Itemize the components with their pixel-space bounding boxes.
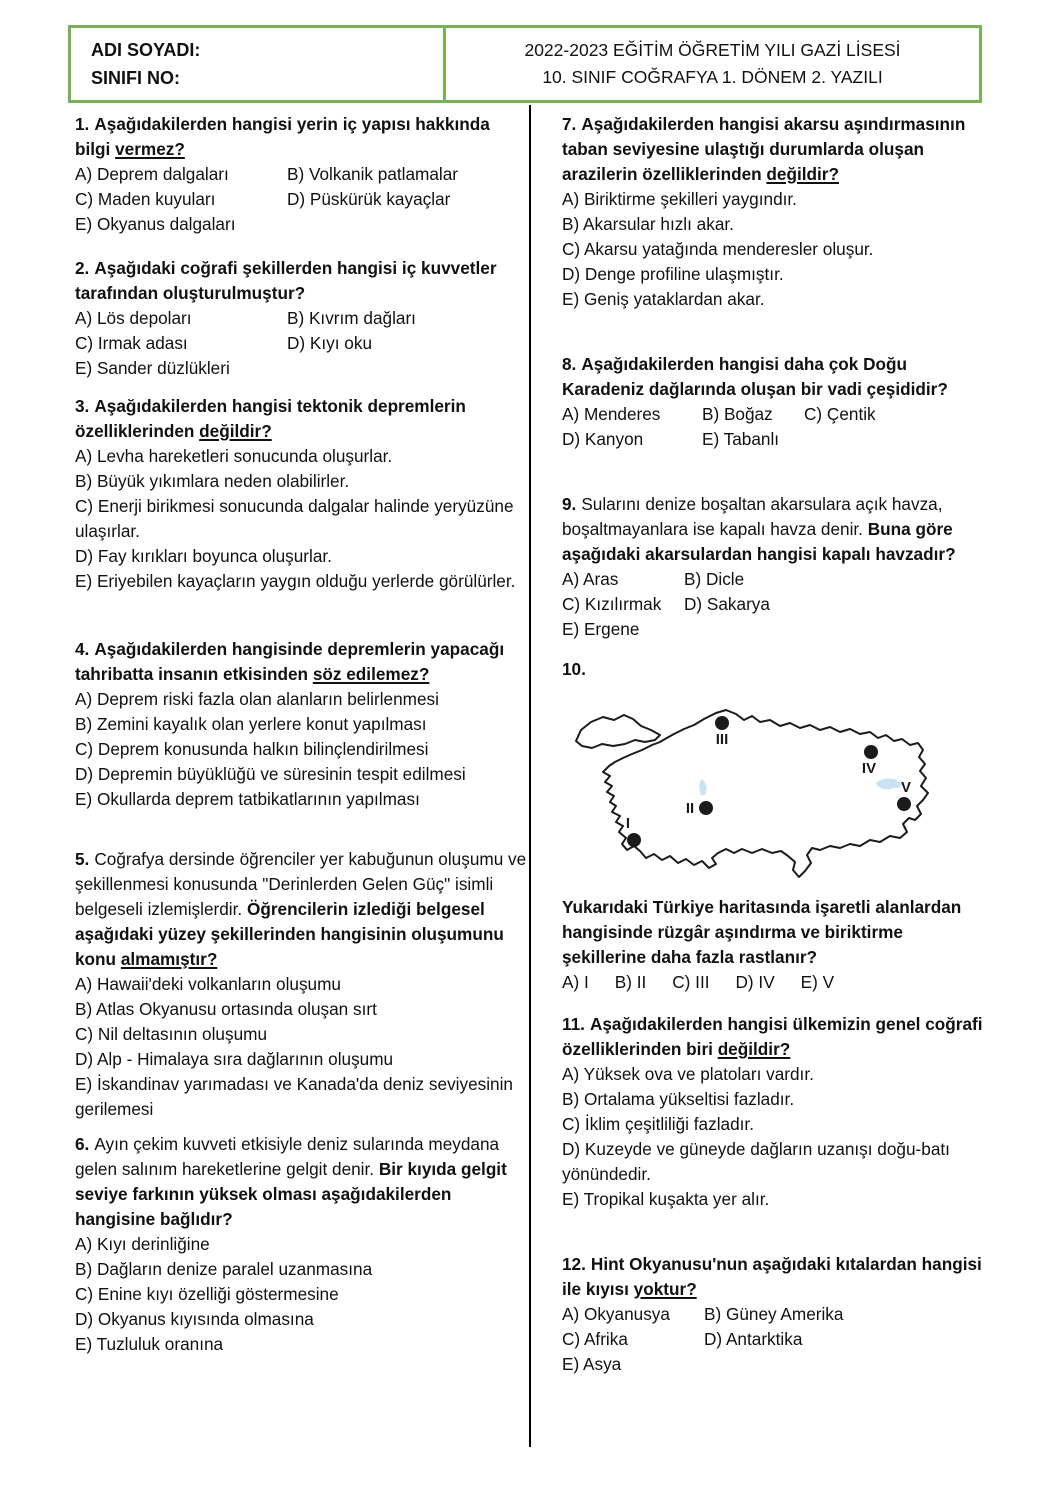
student-info-cell xyxy=(71,28,446,100)
option: D) Okyanus kıyısında olmasına xyxy=(75,1309,314,1329)
map-label-IV: IV xyxy=(861,760,877,777)
question-options xyxy=(562,1062,986,1212)
option: C) Akarsu yatağında menderesler oluşur. xyxy=(562,239,874,259)
option: A) Lös depoları xyxy=(75,308,192,328)
question-options xyxy=(562,187,986,312)
question-options xyxy=(75,972,527,1122)
option: B) Volkanik patlamalar xyxy=(287,164,459,184)
name-label: ADI SOYADI: xyxy=(91,40,201,60)
map-label-III: III xyxy=(715,731,729,748)
option: E) Geniş yataklardan akar. xyxy=(562,289,765,309)
question-6 xyxy=(75,1132,527,1357)
option: B) Güney Amerika xyxy=(704,1304,844,1324)
question-stem: Yukarıdaki Türkiye haritasında işaretli alanlardan hangisinde rüzgâr aşındırma ve biriktirme şekillerine daha fazla rastlanır? xyxy=(562,897,962,967)
option: A) Aras xyxy=(562,569,619,589)
question-stem: 6. Ayın çekim kuvveti etkisiyle deniz sularında meydana gelen salınım hareketlerine gelgit denir. Bir kıyıda gelgit seviye farkının yüksek olması aşağıdakilerden hangisine bağlıdır? xyxy=(75,1134,507,1229)
option: D) Kuzeyde ve güneyde dağların uzanışı doğu-batı yönündedir. xyxy=(562,1139,950,1184)
question-number: 10. xyxy=(562,659,586,679)
question-stem: 12. Hint Okyanusu'nun aşağıdaki kıtalardan hangisi ile kıyısı yoktur? xyxy=(562,1254,982,1299)
question-options xyxy=(75,162,527,237)
question-1 xyxy=(75,112,527,237)
option: C) Nil deltasının oluşumu xyxy=(75,1024,268,1044)
option: C) İklim çeşitliliği fazladır. xyxy=(562,1114,754,1134)
option: B) Boğaz xyxy=(702,404,773,424)
option: E) Tabanlı xyxy=(702,429,780,449)
option: C) Kızılırmak xyxy=(562,594,662,614)
option: E) Ergene xyxy=(562,619,640,639)
option: B) Büyük yıkımlara neden olabilirler. xyxy=(75,471,350,491)
question-12 xyxy=(562,1252,986,1377)
option: D) Kıyı oku xyxy=(287,333,373,353)
option: E) Okullarda deprem tatbikatlarının yapılması xyxy=(75,789,420,809)
question-options xyxy=(75,687,527,812)
option: B) Atlas Okyanusu ortasında oluşan sırt xyxy=(75,999,377,1019)
option: D) Kanyon xyxy=(562,429,644,449)
question-4 xyxy=(75,637,527,812)
option: E) İskandinav yarımadası ve Kanada'da deniz seviyesinin gerilemesi xyxy=(75,1074,513,1119)
option: E) Tropikal kuşakta yer alır. xyxy=(562,1189,770,1209)
option: E) Asya xyxy=(562,1354,622,1374)
option: C) III xyxy=(672,972,710,992)
question-options xyxy=(75,444,527,594)
option: D) Denge profiline ulaşmıştır. xyxy=(562,264,784,284)
exam-title-cell xyxy=(446,28,979,100)
option: D) Antarktika xyxy=(704,1329,803,1349)
question-stem: 3. Aşağıdakilerden hangisi tektonik depremlerin özelliklerinden değildir? xyxy=(75,396,466,441)
question-options xyxy=(75,306,527,381)
question-stem: 8. Aşağıdakilerden hangisi daha çok Doğu Karadeniz dağlarında oluşan bir vadi çeşididir? xyxy=(562,354,948,399)
exam-title-line2: 10. SINIF COĞRAFYA 1. DÖNEM 2. YAZILI xyxy=(542,67,883,87)
option: B) Akarsular hızlı akar. xyxy=(562,214,734,234)
option: A) Deprem riski fazla olan alanların belirlenmesi xyxy=(75,689,439,709)
option: A) Kıyı derinliğine xyxy=(75,1234,210,1254)
option: E) Sander düzlükleri xyxy=(75,358,230,378)
option: B) Ortalama yükseltisi fazladır. xyxy=(562,1089,795,1109)
option: D) Fay kırıkları boyunca oluşurlar. xyxy=(75,546,332,566)
question-11 xyxy=(562,1012,986,1212)
option: D) Sakarya xyxy=(684,594,770,614)
turkey-map-svg xyxy=(566,699,934,883)
option: A) Yüksek ova ve platoları vardır. xyxy=(562,1064,814,1084)
question-options xyxy=(562,970,986,995)
question-5 xyxy=(75,847,527,1122)
question-stem: 5. Coğrafya dersinde öğrenciler yer kabuğunun oluşumu ve şekillenmesi konusunda "Derinlerden Gelen Güç" isimli belgeseli izlemişlerdir. Öğrencilerin izlediği belgesel aşağıdaki yüzey şekillerinden hangisinin oluşumunu konu almamıştır? xyxy=(75,849,527,969)
option: A) Deprem dalgaları xyxy=(75,164,229,184)
question-options xyxy=(562,1302,986,1377)
option: D) IV xyxy=(735,972,775,992)
option: A) Menderes xyxy=(562,404,661,424)
option: D) Depremin büyüklüğü ve süresinin tespit edilmesi xyxy=(75,764,466,784)
question-stem: 9. Sularını denize boşaltan akarsulara açık havza, boşaltmayanlara ise kapalı havza denir. Buna göre aşağıdaki akarsulardan hangisi kapalı havzadır? xyxy=(562,494,956,564)
question-options xyxy=(562,402,986,452)
question-stem: 7. Aşağıdakilerden hangisi akarsu aşındırmasının taban seviyesine ulaştığı durumlarda oluşan arazilerin özelliklerinden değildir? xyxy=(562,114,966,184)
option: A) Hawaii'deki volkanların oluşumu xyxy=(75,974,341,994)
question-options xyxy=(562,567,986,642)
question-stem: 2. Aşağıdaki coğrafi şekillerden hangisi iç kuvvetler tarafından oluşturulmuştur? xyxy=(75,258,497,303)
question-7 xyxy=(562,112,986,312)
exam-title-line1: 2022-2023 EĞİTİM ÖĞRETİM YILI GAZİ LİSESİ xyxy=(524,40,901,60)
map-label-V: V xyxy=(900,779,912,796)
option: B) II xyxy=(614,972,647,992)
turkey-map xyxy=(566,699,986,883)
option: C) Deprem konusunda halkın bilinçlendirilmesi xyxy=(75,739,429,759)
option: C) Çentik xyxy=(804,404,876,424)
option: C) Maden kuyuları xyxy=(75,189,216,209)
option: D) Püskürük kayaçlar xyxy=(287,189,451,209)
question-10 xyxy=(562,657,986,995)
option: C) Irmak adası xyxy=(75,333,188,353)
option: A) I xyxy=(562,972,589,992)
question-3 xyxy=(75,394,527,594)
question-stem: 4. Aşağıdakilerden hangisinde depremlerin yapacağı tahribatta insanın etkisinden söz edilemez? xyxy=(75,639,505,684)
question-stem: 11. Aşağıdakilerden hangisi ülkemizin genel coğrafi özelliklerinden biri değildir? xyxy=(562,1014,983,1059)
option: E) Tuzluluk oranına xyxy=(75,1334,224,1354)
class-label: SINIFI NO: xyxy=(91,68,180,88)
option: C) Enine kıyı özelliği göstermesine xyxy=(75,1284,339,1304)
option: A) Levha hareketleri sonucunda oluşurlar. xyxy=(75,446,393,466)
option: E) Okyanus dalgaları xyxy=(75,214,236,234)
option: B) Kıvrım dağları xyxy=(287,308,416,328)
option: E) V xyxy=(800,972,835,992)
question-8 xyxy=(562,352,986,452)
option: B) Zemini kayalık olan yerlere konut yapılması xyxy=(75,714,427,734)
column-divider xyxy=(529,105,531,1447)
option: B) Dağların denize paralel uzanmasına xyxy=(75,1259,373,1279)
question-options xyxy=(75,1232,527,1357)
option: C) Enerji birikmesi sonucunda dalgalar halinde yeryüzüne ulaşırlar. xyxy=(75,496,514,541)
option: A) Okyanusya xyxy=(562,1304,670,1324)
map-label-II: II xyxy=(685,800,695,817)
option: D) Alp - Himalaya sıra dağlarının oluşumu xyxy=(75,1049,394,1069)
question-stem: 1. Aşağıdakilerden hangisi yerin iç yapısı hakkında bilgi vermez? xyxy=(75,114,490,159)
option: A) Biriktirme şekilleri yaygındır. xyxy=(562,189,797,209)
header-box xyxy=(68,25,982,103)
map-label-I: I xyxy=(625,815,631,832)
option: C) Afrika xyxy=(562,1329,628,1349)
option: B) Dicle xyxy=(684,569,745,589)
right-column xyxy=(562,112,986,1377)
question-2 xyxy=(75,256,527,381)
question-9 xyxy=(562,492,986,642)
map-thrace-outline xyxy=(576,715,660,748)
option: E) Eriyebilen kayaçların yaygın olduğu yerlerde görülürler. xyxy=(75,571,516,591)
map-point-III xyxy=(715,716,729,748)
left-column xyxy=(75,112,527,1357)
